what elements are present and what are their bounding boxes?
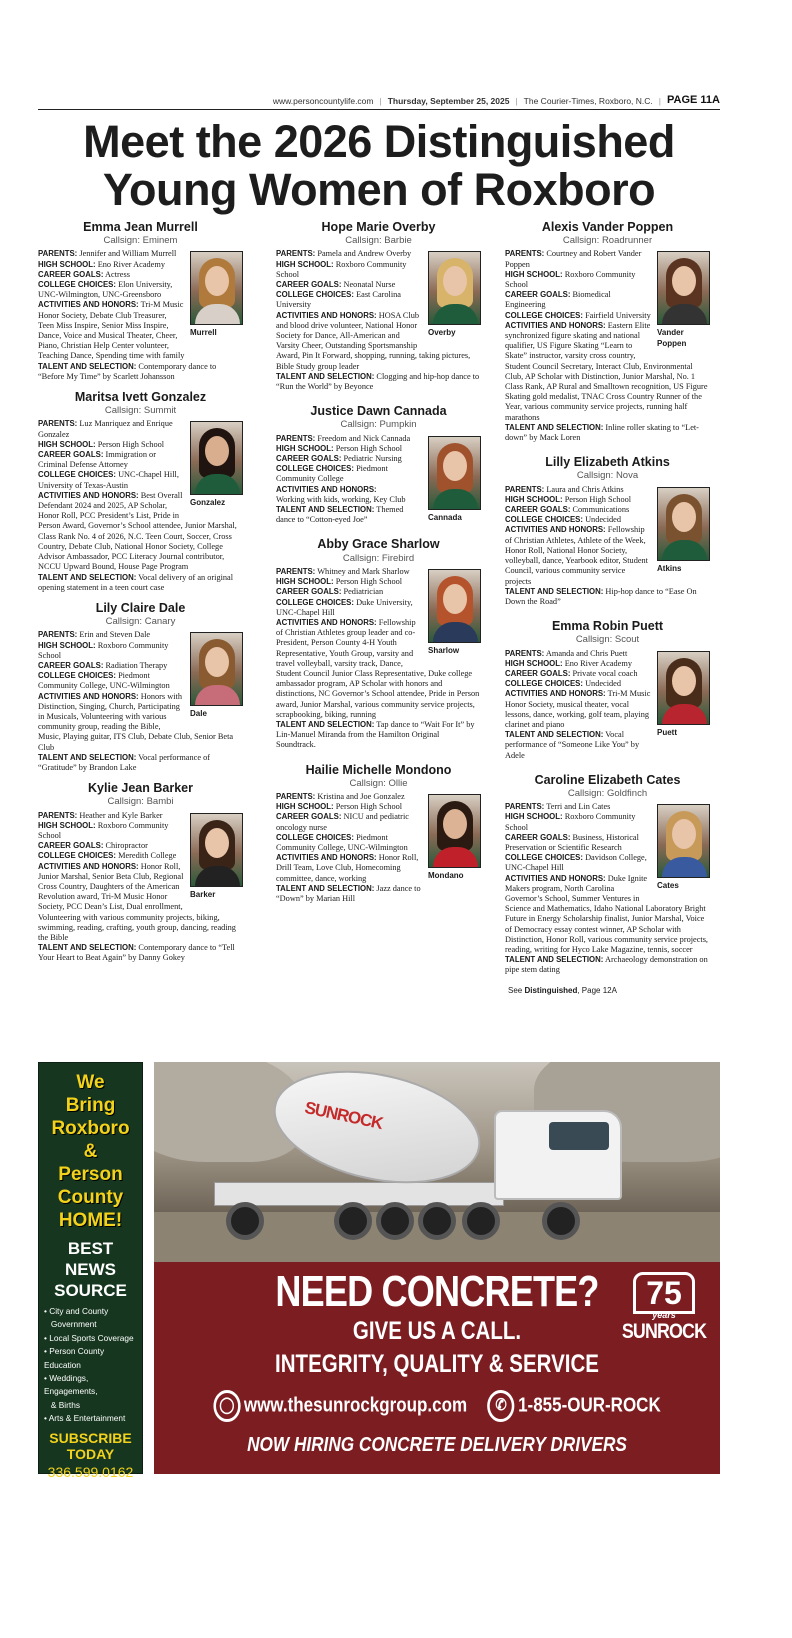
profile-photo <box>428 794 481 881</box>
page-headline <box>38 118 720 214</box>
list-item: & Births <box>44 1399 80 1410</box>
profile-callsign: Callsign: Goldfinch <box>567 787 648 799</box>
label-talent: TALENT AND SELECTION: <box>505 730 604 740</box>
label-parents: PARENTS: <box>38 810 78 820</box>
label-high-school: HIGH SCHOOL: <box>38 259 96 269</box>
activities-value: Tri-M Music Honor Society, musical theater, vocal lessons, dance, working, golf team, playing clarinet and piano <box>505 689 651 729</box>
label-high-school: HIGH SCHOOL: <box>38 640 96 650</box>
high-school-value: Roxboro Community School <box>38 820 169 840</box>
label-high-school: HIGH SCHOOL: <box>276 443 334 453</box>
badge-number: 75 <box>633 1272 695 1314</box>
photo-caption: Cates <box>657 881 679 891</box>
label-parents: PARENTS: <box>276 791 316 801</box>
label-talent: TALENT AND SELECTION: <box>38 361 137 371</box>
label-talent: TALENT AND SELECTION: <box>505 586 604 596</box>
masthead-separator: | <box>515 96 518 106</box>
globe-icon: ◯ <box>213 1390 240 1422</box>
label-college: COLLEGE CHOICES: <box>276 597 354 607</box>
profile-callsign: Callsign: Summit <box>104 405 177 417</box>
profile-callsign: Callsign: Roadrunner <box>562 235 653 247</box>
label-college: COLLEGE CHOICES: <box>505 679 583 689</box>
career-value: Business, Historical Preservation or Scientific Research <box>505 832 639 852</box>
profile-cannada <box>276 406 481 525</box>
portrait-image <box>190 813 243 887</box>
truck-wheel <box>376 1202 414 1240</box>
label-career: CAREER GOALS: <box>276 812 342 822</box>
activities-value: Working with kids, working, Key Club <box>276 494 406 504</box>
list-item: • Local Sports Coverage <box>44 1332 134 1343</box>
talent-value: Tap dance to “Wait For It” by Lin-Manuel Miranda from the Hamilton Original Soundtrack. <box>276 719 475 750</box>
talent-value: Contemporary dance to “Before My Time” by Scarlett Johansson <box>38 361 217 381</box>
ad-subscribe-line1: SUBSCRIBE <box>49 1429 132 1446</box>
ad-source: SOURCE <box>54 1281 127 1300</box>
badge-years: years <box>652 1310 676 1320</box>
college-value: Undecided <box>585 515 622 525</box>
profile-gonzalez <box>38 392 243 593</box>
career-value: Private vocal coach <box>572 668 638 678</box>
label-parents: PARENTS: <box>505 648 545 658</box>
high-school-value: Eno River Academy <box>97 259 165 269</box>
list-item: • Arts & Entertainment <box>44 1413 126 1424</box>
column-3 <box>505 222 710 995</box>
college-value: UNC-Chapel Hill, University of Texas-Austin <box>38 470 179 490</box>
ad-slogan-we: We <box>76 1072 105 1093</box>
concrete-truck-photo <box>154 1062 720 1262</box>
profile-name: Caroline Elizabeth Cates <box>534 772 681 787</box>
label-activities: ACTIVITIES AND HONORS: <box>505 689 606 699</box>
column-2 <box>276 222 481 914</box>
ad-slogan-person: Person <box>58 1164 123 1185</box>
label-activities: ACTIVITIES AND HONORS: <box>38 861 139 871</box>
label-activities: ACTIVITIES AND HONORS: <box>276 310 377 320</box>
talent-value: Vocal performance of “Gratitude” by Brandon Lake <box>38 752 210 772</box>
profile-callsign: Callsign: Barbie <box>345 235 412 247</box>
ad-call-to-action: GIVE US A CALL. <box>352 1317 522 1345</box>
list-item: • Person County Education <box>44 1346 105 1370</box>
ad-hiring: NOW HIRING CONCRETE DELIVERY DRIVERS <box>247 1434 627 1456</box>
label-college: COLLEGE CHOICES: <box>276 464 354 474</box>
profile-murrell <box>38 222 243 382</box>
high-school-value: Roxboro Community School <box>276 259 407 279</box>
college-value: Piedmont Community College, UNC-Wilmington <box>276 832 408 852</box>
list-item: • Weddings, Engagements, <box>44 1373 98 1397</box>
label-talent: TALENT AND SELECTION: <box>505 422 604 432</box>
label-career: CAREER GOALS: <box>276 587 342 597</box>
label-activities: ACTIVITIES AND HONORS: <box>505 525 606 535</box>
label-activities: ACTIVITIES AND HONORS: <box>276 484 377 494</box>
see-suffix: , Page 12A <box>577 985 617 995</box>
college-value: Duke University, UNC-Chapel Hill <box>276 597 413 617</box>
profile-name: Lily Claire Dale <box>95 600 186 615</box>
high-school-value: Person High School <box>97 439 165 449</box>
activities-value: Honor Roll, Junior Marshal, Senior Beta Club, Regional Cross Country, Daughters of the American Revolution award, Tri-M Music Honor Society, PCC Dean’s List, Dual enrollment, Volunteering with various community projects, biking, swimming, reading, crafting, youth group, dancing, reading the Bible <box>38 861 236 942</box>
photo-caption: Atkins <box>657 563 682 573</box>
ad-website[interactable] <box>213 1390 467 1422</box>
subscription-ad[interactable] <box>38 1062 143 1480</box>
career-value: Communications <box>572 505 630 515</box>
activities-value: Eastern Elite synchronized figure skating and national qualifier, US Figure Skating “Learn to Skate” instructor, varsity cross country, Student Council Secretary, Interact Club, Environmental Club, AP Scholar with Distinction, Junior Marshal, No. 1 Class Rank, AP Rural and Smalltown recognition, US Figure Skating gold medalist, TNAC Cross Country Runner of the Year, various community service projects, running half marathons <box>505 320 708 422</box>
profile-puett <box>505 621 710 761</box>
ad-website-text: www.thesunrockgroup.com <box>243 1394 468 1417</box>
ad-coverage-list <box>39 1305 142 1426</box>
profile-name: Abby Grace Sharlow <box>317 537 440 552</box>
profile-name: Emma Robin Puett <box>551 619 664 634</box>
activities-value: Fellowship of Christian Athletes, Athlete of the Week, Honor Roll, National Honor Society, volleyball, dance, Yearbook editor, Student Council, various community service projects <box>505 525 648 586</box>
college-value: Davidson College, UNC-Chapel Hill <box>505 853 647 873</box>
label-parents: PARENTS: <box>505 802 545 812</box>
label-college: COLLEGE CHOICES: <box>38 671 116 681</box>
label-high-school: HIGH SCHOOL: <box>505 658 563 668</box>
parents-value: Courtney and Robert Vander Poppen <box>505 249 642 269</box>
label-career: CAREER GOALS: <box>505 832 571 842</box>
masthead-paper: The Courier-Times, Roxboro, N.C. <box>523 96 653 106</box>
headline-line-2: Young Women of Roxboro <box>102 164 656 215</box>
photo-caption: Puett <box>657 727 677 737</box>
career-value: NICU and pediatric oncology nurse <box>276 812 409 832</box>
label-parents: PARENTS: <box>505 249 545 259</box>
label-parents: PARENTS: <box>276 249 316 259</box>
ad-best-news-source <box>39 1238 142 1301</box>
talent-value: Vocal performance of “Someone Like You” by Adele <box>505 730 640 760</box>
profile-photo <box>428 251 481 338</box>
profile-name: Maritsa Ivett Gonzalez <box>74 390 207 405</box>
parents-value: Terri and Lin Cates <box>546 802 611 812</box>
profile-callsign: Callsign: Ollie <box>349 777 408 789</box>
college-value: Meredith College <box>118 851 177 861</box>
ad-subscribe[interactable] <box>39 1430 142 1462</box>
ad-slogan-county: County <box>57 1187 124 1208</box>
college-value: Piedmont Community College, UNC-Wilmington <box>38 671 170 691</box>
talent-value: Themed dance to “Cotton-eyed Joe” <box>276 505 404 525</box>
photo-caption: Barker <box>190 889 216 899</box>
label-high-school: HIGH SCHOOL: <box>505 494 563 504</box>
headline-line-1: Meet the 2026 Distinguished <box>83 116 675 167</box>
label-activities: ACTIVITIES AND HONORS: <box>505 873 606 883</box>
portrait-image <box>190 421 243 495</box>
label-parents: PARENTS: <box>38 419 78 429</box>
sunrock-ad[interactable] <box>154 1062 720 1474</box>
high-school-value: Roxboro Community School <box>505 812 636 832</box>
profile-name: Lilly Elizabeth Atkins <box>545 455 670 470</box>
portrait-image <box>657 487 710 561</box>
label-activities: ACTIVITIES AND HONORS: <box>38 691 139 701</box>
high-school-value: Person High School <box>335 443 403 453</box>
label-talent: TALENT AND SELECTION: <box>276 883 375 893</box>
ad-best: BEST <box>67 1239 114 1258</box>
label-career: CAREER GOALS: <box>276 454 342 464</box>
parents-value: Erin and Steven Dale <box>79 630 151 640</box>
label-college: COLLEGE CHOICES: <box>38 851 116 861</box>
photo-caption: Dale <box>190 709 207 719</box>
see-prefix: See <box>508 985 523 995</box>
profile-name: Justice Dawn Cannada <box>310 404 447 419</box>
ad-banner <box>154 1262 720 1474</box>
high-school-value: Person High School <box>335 802 403 812</box>
profile-sharlow <box>276 539 481 750</box>
ad-slogan-amp: & <box>83 1141 98 1162</box>
high-school-value: Roxboro Community School <box>505 269 636 290</box>
career-value: Immigration or Criminal Defense Attorney <box>38 450 156 470</box>
label-high-school: HIGH SCHOOL: <box>505 269 563 279</box>
talent-value: Hip-hop dance to “Ease On Down the Road” <box>505 586 697 606</box>
portrait-image <box>428 569 481 643</box>
ad-news: NEWS <box>65 1260 116 1279</box>
truck-wheel <box>418 1202 456 1240</box>
activities-value: Tri-M Music Honor Society, Debate Club Treasurer, Teen Miss Inspire, Senior Miss Inspire, Dance, Voice and Musical Theater, Cheer, Piano, Christian Help Center volunteer, Teaching Dance, Spending time with family <box>38 300 185 361</box>
photo-caption: Vander Poppen <box>657 328 687 348</box>
talent-value: Archaeology demonstration on pipe stem dating <box>505 955 708 975</box>
label-college: COLLEGE CHOICES: <box>38 280 116 290</box>
profile-dale <box>38 600 243 773</box>
label-high-school: HIGH SCHOOL: <box>276 259 334 269</box>
masthead-separator: | <box>379 96 382 106</box>
high-school-value: Person High School <box>564 494 632 504</box>
truck-wheel <box>462 1202 500 1240</box>
parents-value: Whitney and Mark Sharlow <box>317 566 410 576</box>
ad-slogan-home: HOME! <box>58 1210 123 1231</box>
profile-photo <box>190 632 243 719</box>
profile-overby <box>276 222 481 392</box>
label-career: CAREER GOALS: <box>505 290 571 300</box>
masthead-separator: | <box>658 96 661 106</box>
label-high-school: HIGH SCHOOL: <box>38 820 96 830</box>
label-high-school: HIGH SCHOOL: <box>505 812 563 822</box>
portrait-image <box>190 632 243 706</box>
career-value: Pediatrician <box>343 587 384 597</box>
college-value: East Carolina University <box>276 290 401 310</box>
profile-photo <box>657 804 710 891</box>
profile-callsign: Callsign: Firebird <box>342 552 415 564</box>
label-career: CAREER GOALS: <box>38 269 104 279</box>
photo-caption: Murrell <box>190 328 217 338</box>
high-school-value: Person High School <box>335 577 403 587</box>
label-career: CAREER GOALS: <box>505 505 571 515</box>
profile-callsign: Callsign: Pumpkin <box>340 419 417 431</box>
profile-callsign: Callsign: Nova <box>576 470 639 482</box>
high-school-value: Eno River Academy <box>564 658 632 668</box>
profile-photo <box>190 421 243 508</box>
truck-wheel <box>226 1202 264 1240</box>
activities-value: Honors with Distinction, Singing, Church, Participating in Musicals, Volunteering with various community group, reading the Bible, Music, Playing guitar, ITS Club, Debate Club, Senior Beta Club <box>38 691 234 752</box>
ad-phone-text: 1-855-OUR-ROCK <box>518 1394 661 1417</box>
talent-value: Jazz dance to “Down” by Marian Hill <box>276 883 421 903</box>
parents-value: Pamela and Andrew Overby <box>317 249 412 259</box>
ad-contact <box>196 1390 677 1422</box>
column-1 <box>38 222 243 974</box>
masthead <box>38 88 720 110</box>
career-value: Chiropractor <box>105 841 148 851</box>
label-activities: ACTIVITIES AND HONORS: <box>38 300 139 310</box>
parents-value: Heather and Kyle Barker <box>79 810 163 820</box>
photo-caption: Overby <box>428 328 456 338</box>
high-school-value: Roxboro Community School <box>38 640 169 660</box>
activities-value: Duke Ignite Makers program, North Carolina Governor’s School, Summer Ventures in Science and Mathematics, Idaho National Laboratory Bright Future in Energy Scholarship finalist, Junior Marshal, Voice of Democracy essay contest winner, AP Scholar with Distinction, Honor Roll, various community service projects, reading, writing for Hyco Lake Magazine, tennis, soccer <box>505 873 709 954</box>
profile-photo <box>657 487 710 574</box>
label-parents: PARENTS: <box>276 566 316 576</box>
profile-name: Kylie Jean Barker <box>88 781 193 796</box>
profile-photo <box>428 569 481 656</box>
badge-brand: SUNROCK <box>621 1320 707 1343</box>
portrait-image <box>190 251 243 325</box>
label-high-school: HIGH SCHOOL: <box>276 802 334 812</box>
label-activities: ACTIVITIES AND HONORS: <box>276 853 377 863</box>
truck-logo: SUNROCK <box>302 1098 385 1134</box>
profile-photo <box>190 251 243 338</box>
career-value: Radiation Therapy <box>105 660 168 670</box>
label-career: CAREER GOALS: <box>505 668 571 678</box>
list-item: Government <box>44 1319 97 1330</box>
label-activities: ACTIVITIES AND HONORS: <box>38 490 139 500</box>
label-talent: TALENT AND SELECTION: <box>505 955 604 965</box>
profile-cates <box>505 772 710 976</box>
profile-atkins <box>505 457 710 607</box>
college-value: Piedmont Community College <box>276 464 388 484</box>
college-value: Fairfield University <box>585 310 651 320</box>
portrait-image <box>428 794 481 868</box>
truck-wheel <box>334 1202 372 1240</box>
label-college: COLLEGE CHOICES: <box>276 832 354 842</box>
profile-name: Hope Marie Overby <box>321 220 436 234</box>
see-link[interactable]: Distinguished <box>524 985 578 995</box>
label-career: CAREER GOALS: <box>38 841 104 851</box>
talent-value: Contemporary dance to “Tell Your Heart to Beat Again” by Danny Gokey <box>38 943 235 963</box>
label-activities: ACTIVITIES AND HONORS: <box>505 320 606 330</box>
profile-name: Alexis Vander Poppen <box>541 220 674 234</box>
profile-photo <box>657 251 710 348</box>
profile-vanderpoppen <box>505 222 710 443</box>
label-talent: TALENT AND SELECTION: <box>276 371 375 381</box>
ad-tagline: INTEGRITY, QUALITY & SERVICE <box>275 1350 599 1378</box>
label-career: CAREER GOALS: <box>38 660 104 670</box>
career-value: Neonatal Nurse <box>343 280 396 290</box>
portrait-image <box>657 804 710 878</box>
activities-value: Fellowship of Christian Athletes group leader and co-President, Person County 4-H Youth Representative, Youth Group, varsity and travel volleyball, varsity track, Dance, Student Council Junior Class Representative, Duke college ambassador program, AP Scholar with honors and distinctions, NC Governor’s School attendee, Pride in Person award, Junior Marshal, various community service projects, scrapbooking, biking, running <box>276 617 480 719</box>
talent-value: Inline roller skating to “Let-down” by Mack Loren <box>505 422 699 443</box>
masthead-url[interactable]: www.personcountylife.com <box>272 96 374 106</box>
label-talent: TALENT AND SELECTION: <box>38 752 137 762</box>
label-college: COLLEGE CHOICES: <box>38 470 116 480</box>
activities-value: Best Overall Defendant 2024 and 2025, AP Scholar, Honor Roll, PCC President’s List, Pride in Person Award, Governor’s School attendee, Junior Marshal, Class Rank No. 4 of 2026, N.C. Teen Court, Soccer, Cross Country, Debate Club, National Honor Society, College Advisor Ambassador, PCC Literacy Journal contributor, NCCU Upward Bound, House Page Program <box>38 490 237 572</box>
label-college: COLLEGE CHOICES: <box>505 310 583 320</box>
activities-value: HOSA Club and blood drive volunteer, National Honor Society for Dance, All-American and Varsity Cheer, Outstanding Sportsmanship Award, Pin It Forward, shopping, running, taking pictures, Bible Study group leader <box>276 310 471 371</box>
profile-photo <box>428 436 481 523</box>
portrait-image <box>657 651 710 725</box>
profile-mondono <box>276 762 481 905</box>
label-parents: PARENTS: <box>38 249 78 259</box>
label-parents: PARENTS: <box>276 433 316 443</box>
parents-value: Laura and Chris Atkins <box>546 484 624 494</box>
ad-subscribe-line2: TODAY <box>66 1445 115 1462</box>
portrait-image <box>657 251 710 325</box>
parents-value: Freedom and Nick Cannada <box>317 433 411 443</box>
label-talent: TALENT AND SELECTION: <box>38 572 137 582</box>
list-item: • City and County <box>44 1306 109 1316</box>
career-value: Actress <box>105 269 130 279</box>
college-value: Elon University, UNC-Wilmington, UNC-Greensboro <box>38 280 173 300</box>
talent-value: Vocal delivery of an original opening statement in a teen court case <box>38 572 234 592</box>
photo-caption: Gonzalez <box>190 498 226 508</box>
parents-value: Kristina and Joe Gonzalez <box>317 791 405 801</box>
career-value: Biomedical Engineering <box>505 290 611 310</box>
truck-window <box>549 1122 609 1150</box>
ad-phone-number[interactable] <box>487 1390 660 1422</box>
continued-reference[interactable] <box>508 986 710 995</box>
profile-barker <box>38 783 243 963</box>
masthead-page: PAGE 11A <box>667 94 720 106</box>
label-career: CAREER GOALS: <box>38 450 104 460</box>
parents-value: Jennifer and William Murrell <box>79 249 177 259</box>
label-college: COLLEGE CHOICES: <box>505 853 583 863</box>
ad-slogan-bring: Bring <box>65 1095 116 1116</box>
ad-headline: NEED CONCRETE? <box>275 1267 599 1316</box>
photo-caption: Cannada <box>428 512 462 522</box>
ad-phone[interactable]: 336.599.0162 <box>47 1463 134 1480</box>
label-talent: TALENT AND SELECTION: <box>38 943 137 953</box>
profile-callsign: Callsign: Scout <box>575 634 640 646</box>
parents-value: Luz Manriquez and Enrique Gonzalez <box>38 419 173 439</box>
profile-callsign: Callsign: Bambi <box>107 796 174 808</box>
label-talent: TALENT AND SELECTION: <box>276 719 375 729</box>
portrait-image <box>428 436 481 510</box>
label-college: COLLEGE CHOICES: <box>505 515 583 525</box>
photo-caption: Mondano <box>428 870 464 880</box>
parents-value: Amanda and Chris Puett <box>545 648 628 658</box>
college-value: Undecided <box>585 679 622 689</box>
label-activities: ACTIVITIES AND HONORS: <box>276 617 377 627</box>
label-high-school: HIGH SCHOOL: <box>276 577 334 587</box>
truck-wheel <box>542 1202 580 1240</box>
ad-slogan-roxboro: Roxboro <box>51 1118 130 1139</box>
profile-photo <box>657 651 710 738</box>
label-career: CAREER GOALS: <box>276 280 342 290</box>
talent-value: Clogging and hip-hop dance to “Run the World” by Beyonce <box>276 371 480 392</box>
anniversary-badge <box>614 1272 714 1344</box>
profile-name: Hailie Michelle Mondono <box>305 762 452 777</box>
portrait-image <box>428 251 481 325</box>
label-parents: PARENTS: <box>505 484 545 494</box>
label-college: COLLEGE CHOICES: <box>276 290 354 300</box>
career-value: Pediatric Nursing <box>343 454 402 464</box>
profile-name: Emma Jean Murrell <box>83 220 198 234</box>
profile-callsign: Callsign: Canary <box>105 616 176 628</box>
phone-icon: ✆ <box>487 1390 514 1422</box>
activities-value: Honor Roll, Drill Team, Love Club, Homecoming committee, dance, working <box>276 853 419 883</box>
photo-caption: Sharlow <box>428 645 460 655</box>
label-high-school: HIGH SCHOOL: <box>38 439 96 449</box>
profile-callsign: Callsign: Eminem <box>103 235 178 247</box>
label-parents: PARENTS: <box>38 630 78 640</box>
profile-photo <box>190 813 243 900</box>
masthead-date: Thursday, September 25, 2025 <box>387 96 510 106</box>
label-talent: TALENT AND SELECTION: <box>276 505 375 515</box>
